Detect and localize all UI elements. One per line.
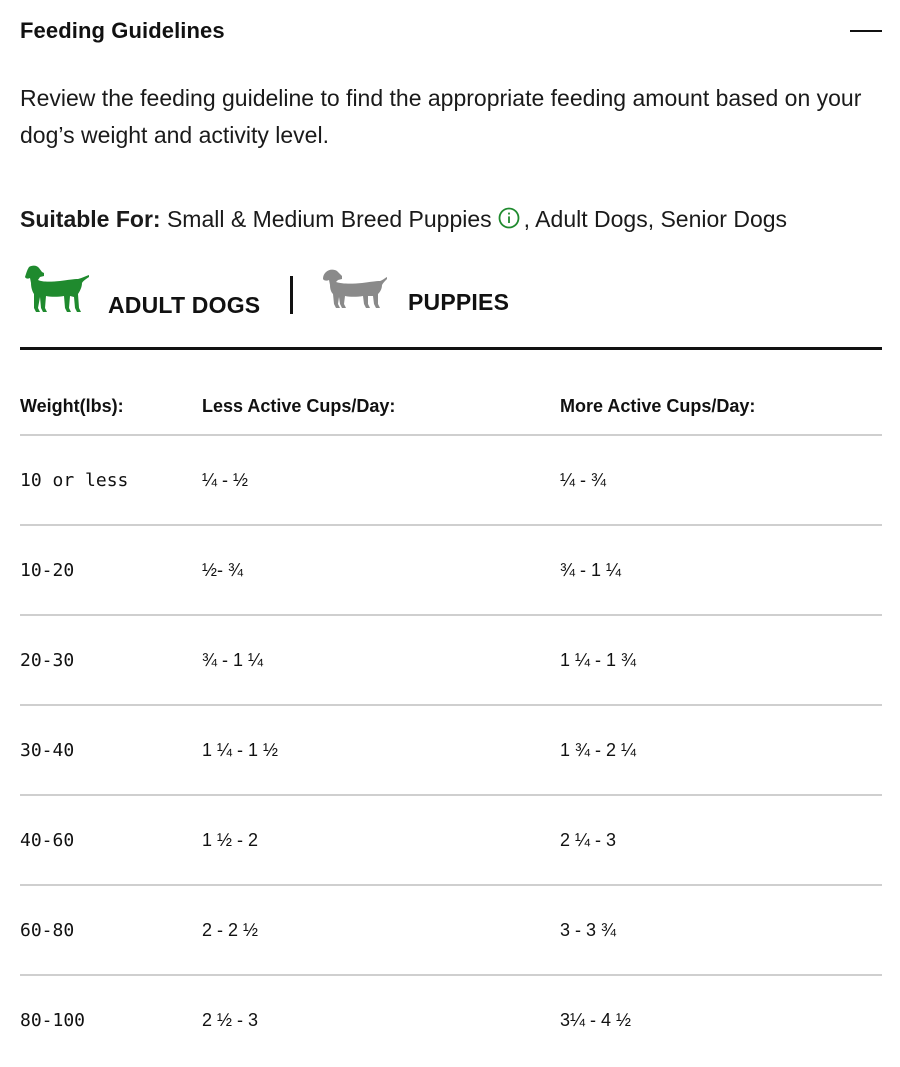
- section-title: Feeding Guidelines: [20, 18, 225, 43]
- tab-divider: [290, 276, 293, 314]
- cell-more-active: 1 ¼ - 1 ¾: [560, 615, 882, 705]
- header-weight: Weight(lbs):: [20, 380, 202, 435]
- cell-weight: 60-80: [20, 885, 202, 975]
- feeding-table: [20, 380, 882, 1064]
- cell-weight: 80-100: [20, 1009, 86, 1031]
- minus-icon[interactable]: [850, 21, 882, 41]
- table-row: [20, 885, 882, 975]
- info-circle-icon[interactable]: [498, 202, 520, 240]
- cell-more-active: 3 - 3 ¾: [560, 885, 882, 975]
- cell-weight: 40-60: [20, 795, 202, 885]
- header-less-active: Less Active Cups/Day:: [202, 380, 560, 435]
- cell-weight: 30-40: [20, 705, 202, 795]
- suitable-for-label: Suitable For:: [20, 206, 161, 232]
- tab-puppies[interactable]: [320, 260, 520, 328]
- table-row: [20, 705, 882, 795]
- cell-less-active: 2 - 2 ½: [202, 885, 560, 975]
- cell-less-active: 1 ½ - 2: [202, 795, 560, 885]
- cell-less-active: ¾ - 1 ¼: [202, 615, 560, 705]
- description-text: Review the feeding guideline to find the appropriate feeding amount based on your dog’s weight and activity level.: [20, 85, 862, 148]
- dog-type-tabs: [20, 260, 720, 328]
- cell-more-active: ¼ - ¾: [560, 435, 882, 525]
- tab-adult-dogs-label: ADULT DOGS: [108, 292, 261, 318]
- table-row: [20, 975, 882, 1064]
- cell-weight: 10 or less: [20, 435, 202, 525]
- table-row: [20, 435, 882, 525]
- suitable-for-puppies: Small & Medium Breed Puppies: [160, 206, 492, 232]
- table-row: [20, 795, 882, 885]
- cell-more-active: 3¼ - 4 ½: [560, 1009, 632, 1030]
- table-row: [20, 615, 882, 705]
- cell-weight: 20-30: [20, 615, 202, 705]
- table-header-row: [20, 380, 882, 435]
- cell-more-active: 2 ¼ - 3: [560, 795, 882, 885]
- suitable-for: [20, 200, 890, 240]
- cell-less-active: ¼ - ½: [202, 435, 560, 525]
- table-row: [20, 525, 882, 615]
- adult-dog-icon: [20, 264, 90, 321]
- header-more-active: More Active Cups/Day:: [560, 380, 882, 435]
- cell-more-active: ¾ - 1 ¼: [560, 525, 882, 615]
- cell-more-active: 1 ¾ - 2 ¼: [560, 705, 882, 795]
- cell-less-active: 1 ¼ - 1 ½: [202, 705, 560, 795]
- tab-puppies-label: PUPPIES: [408, 289, 510, 315]
- suitable-for-rest: , Adult Dogs, Senior Dogs: [523, 206, 788, 232]
- cell-less-active: ½- ¾: [202, 525, 560, 615]
- cell-less-active: 2 ½ - 3: [202, 1009, 259, 1030]
- tab-adult-dogs[interactable]: [20, 260, 280, 328]
- accordion-header[interactable]: [20, 14, 882, 48]
- puppy-icon: [320, 268, 388, 317]
- tabs-underline: [20, 347, 882, 350]
- cell-weight: 10-20: [20, 525, 202, 615]
